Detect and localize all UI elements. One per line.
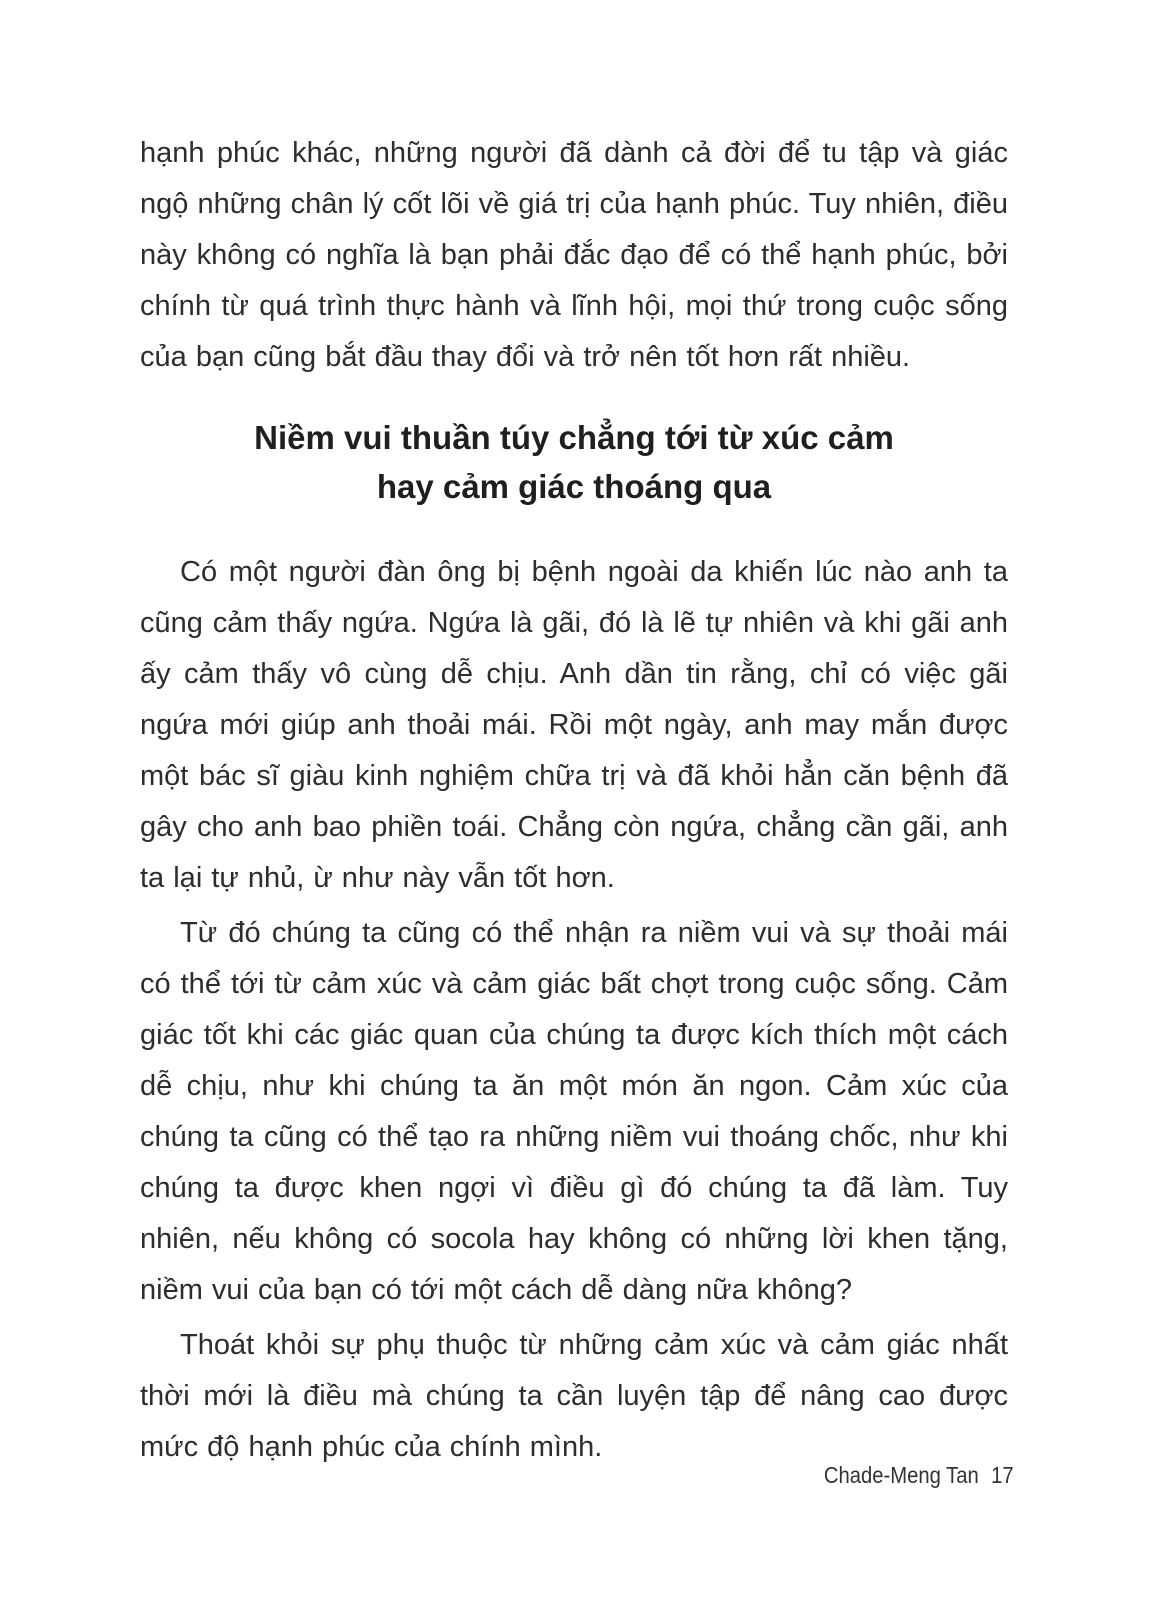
section-heading-line-1: Niềm vui thuần túy chẳng tới từ xúc cảm [254,419,894,456]
footer-author: Chade-Meng Tan [824,1462,980,1488]
footer-page-number: 17 [991,1462,1014,1488]
section-heading-line-2: hay cảm giác thoáng qua [376,468,772,505]
paragraph-story: Có một người đàn ông bị bệnh ngoài da khiến lúc nào anh ta cũng cảm thấy ngứa. Ngứa là gãi, đó là lẽ tự nhiên và khi gãi anh ấy cảm thấy vô cùng dễ chịu. Anh dần tin rằng, chỉ có việc gãi ngứa mới giúp anh thoải mái. Rồi một ngày, anh may mắn được một bác sĩ giàu kinh nghiệm chữa trị và đã khỏi hẳn căn bệnh đã gây cho anh bao phiền toái. Chẳng còn ngứa, chẳng cần gãi, anh ta lại tự nhủ, ừ như này vẫn tốt hơn. [140,556,1008,894]
paragraph-reflection: Từ đó chúng ta cũng có thể nhận ra niềm vui và sự thoải mái có thể tới từ cảm xúc và cảm giác bất chợt trong cuộc sống. Cảm giác tốt khi các giác quan của chúng ta được kích thích một cách dễ chịu, như khi chúng ta ăn một món ăn ngon. Cảm xúc của chúng ta cũng có thể tạo ra những niềm vui thoáng chốc, như khi chúng ta được khen ngợi vì điều gì đó chúng ta đã làm. Tuy nhiên, nếu không có socola hay không có những lời khen tặng, niềm vui của bạn có tới một cách dễ dàng nữa không? [140,917,1008,1306]
section-heading [140,413,1008,511]
paragraph-continuation: hạnh phúc khác, những người đã dành cả đời để tu tập và giác ngộ những chân lý cốt lõi về giá trị của hạnh phúc. Tuy nhiên, điều này không có nghĩa là bạn phải đắc đạo để có thể hạnh phúc, bởi chính từ quá trình thực hành và lĩnh hội, mọi thứ trong cuộc sống của bạn cũng bắt đầu thay đổi và trở nên tốt hơn rất nhiều. [140,137,1008,373]
paragraph-conclusion: Thoát khỏi sự phụ thuộc từ những cảm xúc và cảm giác nhất thời mới là điều mà chúng ta cần luyện tập để nâng cao được mức độ hạnh phúc của chính mình. [140,1329,1008,1463]
page-footer [824,1462,1014,1489]
